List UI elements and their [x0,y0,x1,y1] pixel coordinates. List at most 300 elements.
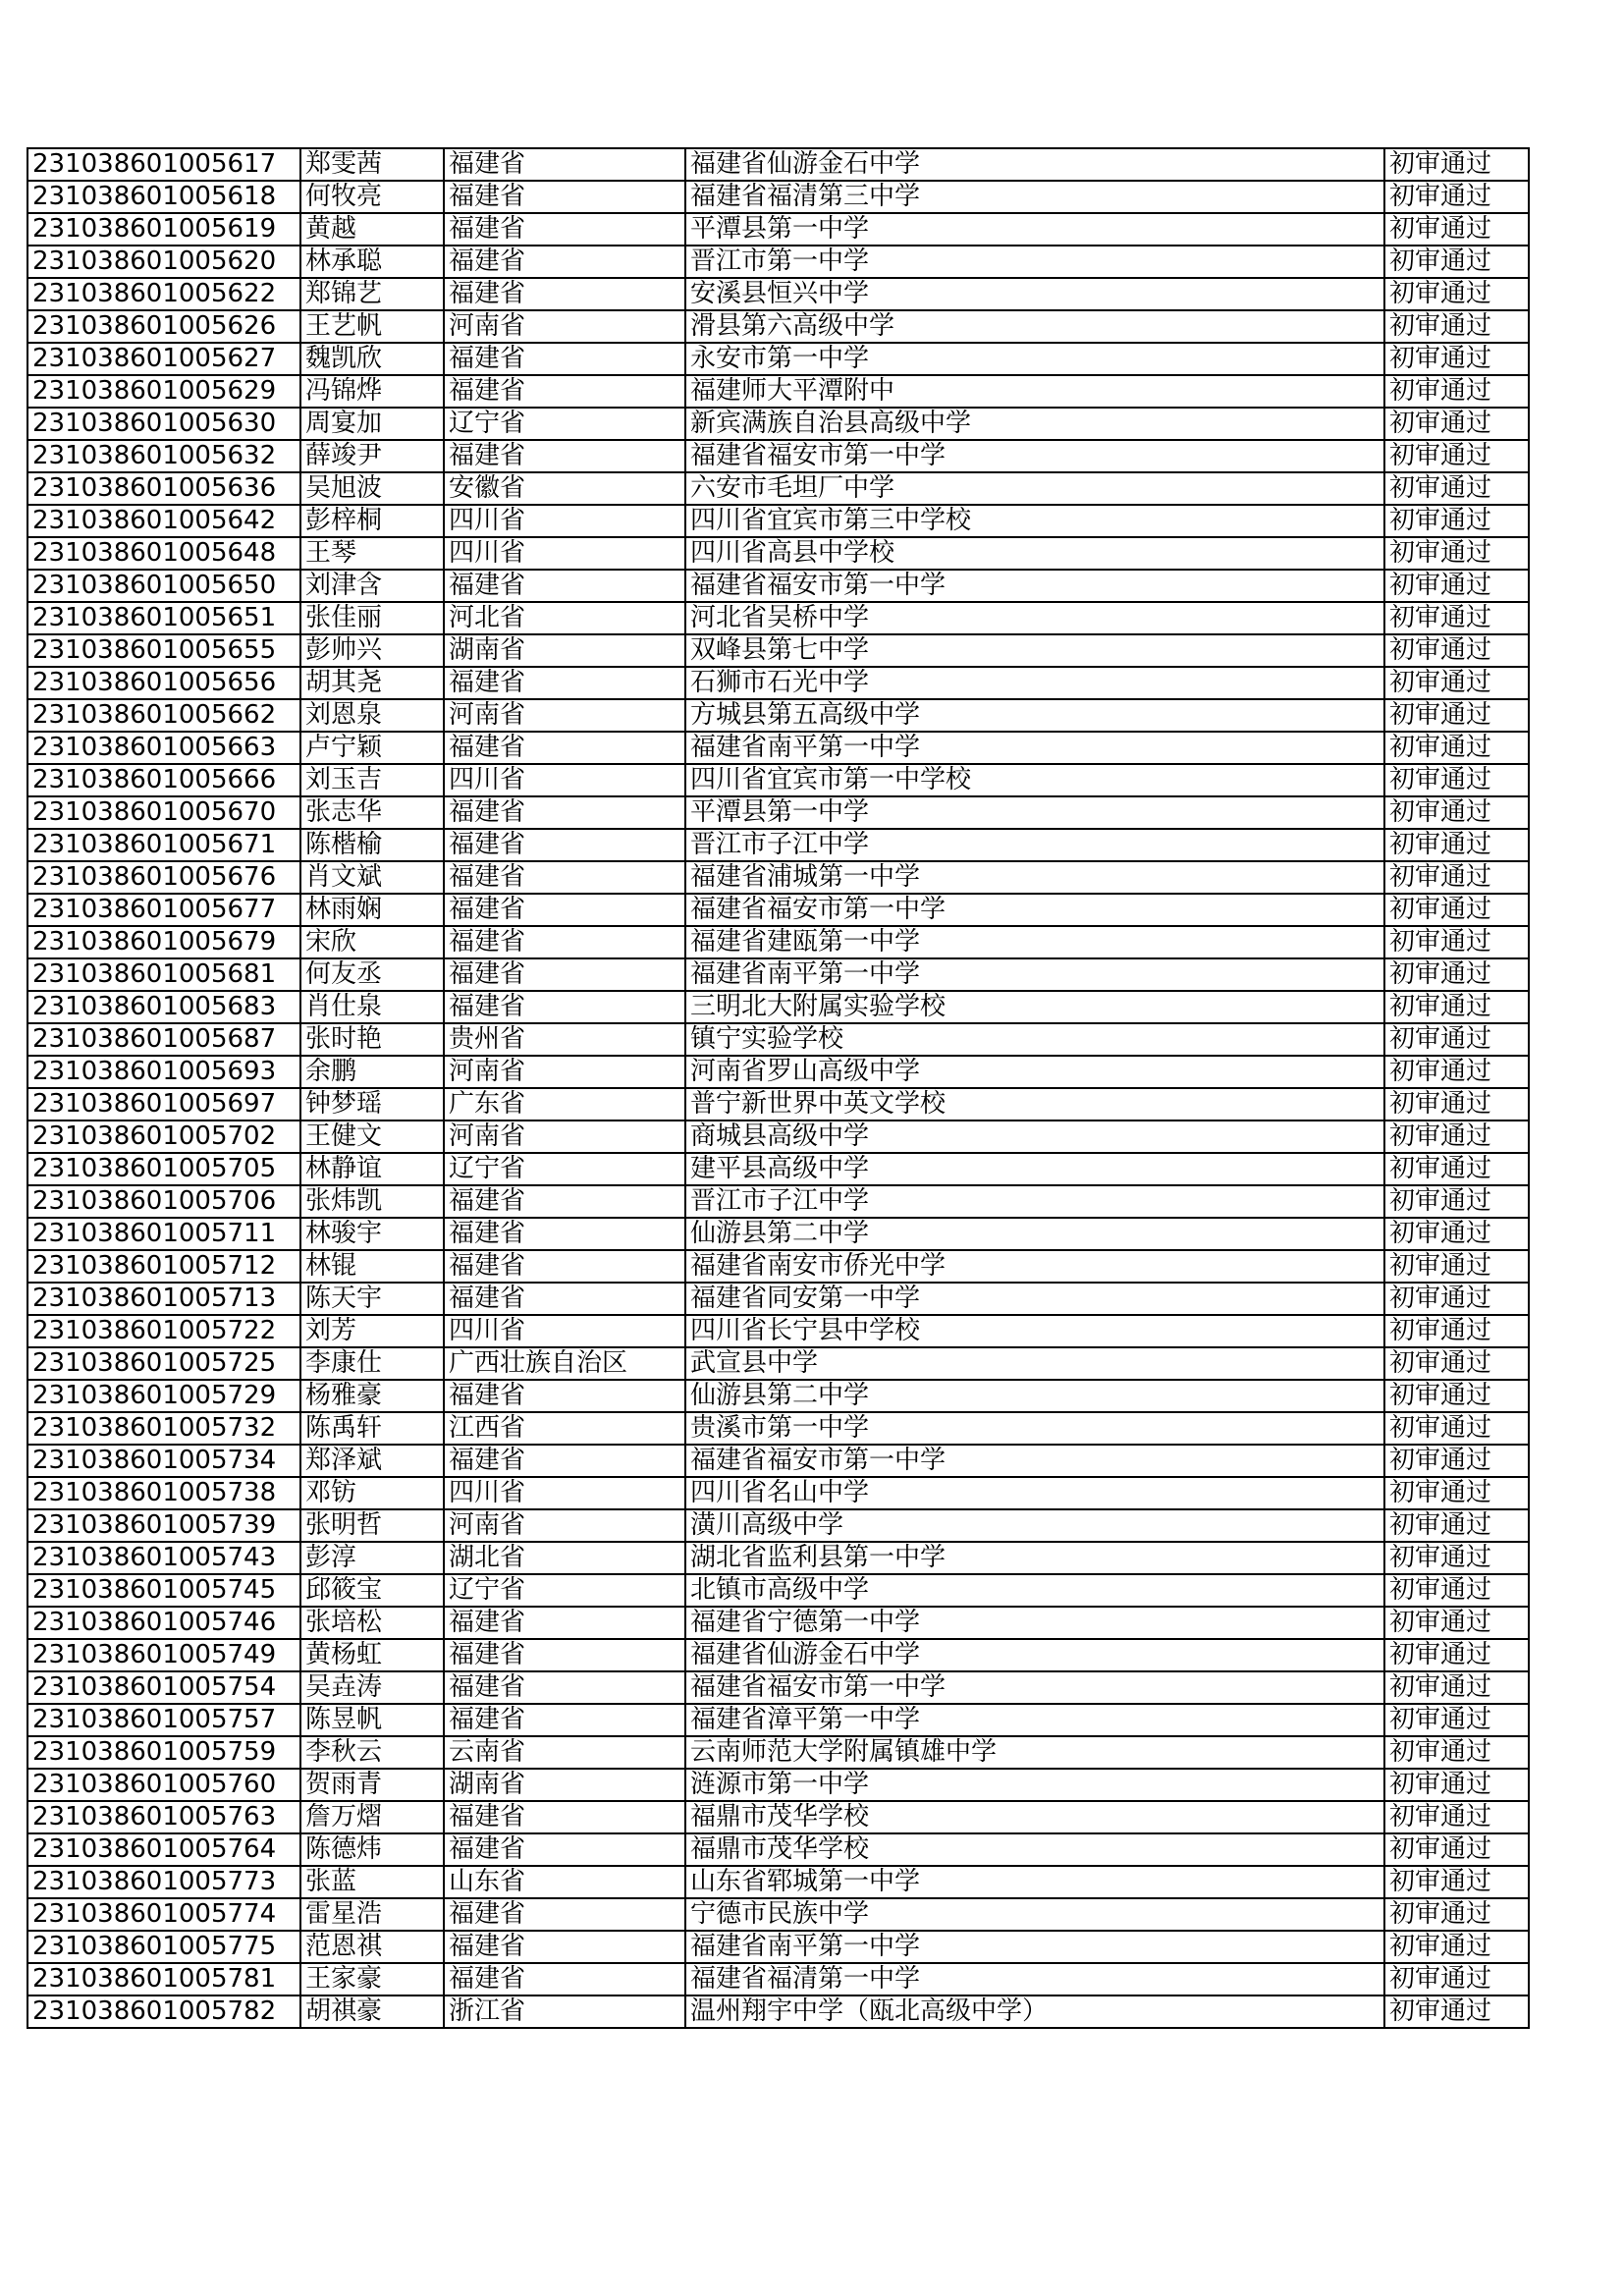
status-cell: 初审通过 [1384,1931,1529,1963]
name-cell: 李秋云 [300,1736,444,1769]
name-cell: 刘恩泉 [300,699,444,732]
school-cell: 晋江市第一中学 [685,246,1384,278]
status-cell: 初审通过 [1384,1315,1529,1347]
name-cell: 周宴加 [300,408,444,440]
name-cell: 张蓝 [300,1866,444,1898]
status-cell: 初审通过 [1384,796,1529,829]
province-cell: 福建省 [444,278,685,310]
province-cell: 福建省 [444,1250,685,1283]
school-cell: 北镇市高级中学 [685,1574,1384,1607]
status-cell: 初审通过 [1384,602,1529,634]
province-cell: 福建省 [444,1671,685,1704]
applicant-id-cell: 231038601005746 [27,1607,300,1639]
name-cell: 杨雅豪 [300,1380,444,1412]
applicant-id-cell: 231038601005705 [27,1153,300,1185]
applicant-id-cell: 231038601005739 [27,1509,300,1542]
table-row [27,505,1529,537]
province-cell: 福建省 [444,861,685,894]
applicant-id-cell: 231038601005642 [27,505,300,537]
province-cell: 福建省 [444,991,685,1023]
school-cell: 四川省长宁县中学校 [685,1315,1384,1347]
applicant-table-body [27,148,1529,2028]
applicant-id-cell: 231038601005782 [27,1995,300,2028]
status-cell: 初审通过 [1384,1736,1529,1769]
school-cell: 福鼎市茂华学校 [685,1833,1384,1866]
school-cell: 平潭县第一中学 [685,796,1384,829]
table-row [27,570,1529,602]
school-cell: 镇宁实验学校 [685,1023,1384,1056]
name-cell: 胡其尧 [300,667,444,699]
applicant-id-cell: 231038601005632 [27,440,300,472]
school-cell: 温州翔宇中学（瓯北高级中学） [685,1995,1384,2028]
table-row [27,699,1529,732]
school-cell: 福建省仙游金石中学 [685,1639,1384,1671]
table-row [27,1315,1529,1347]
name-cell: 詹万熠 [300,1801,444,1833]
province-cell: 福建省 [444,894,685,926]
province-cell: 四川省 [444,505,685,537]
table-row [27,1380,1529,1412]
table-row [27,1218,1529,1250]
status-cell: 初审通过 [1384,1898,1529,1931]
province-cell: 四川省 [444,1315,685,1347]
status-cell: 初审通过 [1384,408,1529,440]
status-cell: 初审通过 [1384,1121,1529,1153]
table-row [27,1445,1529,1477]
table-row [27,440,1529,472]
applicant-id-cell: 231038601005725 [27,1347,300,1380]
status-cell: 初审通过 [1384,213,1529,246]
province-cell: 安徽省 [444,472,685,505]
applicant-id-cell: 231038601005651 [27,602,300,634]
table-row [27,343,1529,375]
table-row [27,1963,1529,1995]
table-row [27,472,1529,505]
name-cell: 李康仕 [300,1347,444,1380]
table-row [27,1542,1529,1574]
status-cell: 初审通过 [1384,958,1529,991]
table-row [27,1056,1529,1088]
name-cell: 张炜凯 [300,1185,444,1218]
status-cell: 初审通过 [1384,1218,1529,1250]
status-cell: 初审通过 [1384,1639,1529,1671]
applicant-id-cell: 231038601005677 [27,894,300,926]
province-cell: 辽宁省 [444,1153,685,1185]
table-row [27,1801,1529,1833]
table-row [27,278,1529,310]
applicant-id-cell: 231038601005630 [27,408,300,440]
name-cell: 何牧亮 [300,181,444,213]
school-cell: 晋江市子江中学 [685,1185,1384,1218]
status-cell: 初审通过 [1384,1023,1529,1056]
status-cell: 初审通过 [1384,278,1529,310]
name-cell: 林承聪 [300,246,444,278]
name-cell: 张时艳 [300,1023,444,1056]
name-cell: 薛竣尹 [300,440,444,472]
name-cell: 林骏宇 [300,1218,444,1250]
applicant-id-cell: 231038601005759 [27,1736,300,1769]
school-cell: 方城县第五高级中学 [685,699,1384,732]
table-row [27,1866,1529,1898]
province-cell: 福建省 [444,1833,685,1866]
table-row [27,1023,1529,1056]
name-cell: 王琴 [300,537,444,570]
status-cell: 初审通过 [1384,1347,1529,1380]
applicant-id-cell: 231038601005648 [27,537,300,570]
table-row [27,732,1529,764]
province-cell: 福建省 [444,1931,685,1963]
applicant-id-cell: 231038601005620 [27,246,300,278]
name-cell: 郑锦艺 [300,278,444,310]
applicant-id-cell: 231038601005663 [27,732,300,764]
school-cell: 滑县第六高级中学 [685,310,1384,343]
status-cell: 初审通过 [1384,375,1529,408]
table-row [27,1185,1529,1218]
table-row [27,1995,1529,2028]
name-cell: 林锟 [300,1250,444,1283]
province-cell: 福建省 [444,1639,685,1671]
table-row [27,1509,1529,1542]
name-cell: 陈楷榆 [300,829,444,861]
school-cell: 仙游县第二中学 [685,1380,1384,1412]
name-cell: 卢宁颖 [300,732,444,764]
applicant-id-cell: 231038601005711 [27,1218,300,1250]
table-row [27,861,1529,894]
name-cell: 王家豪 [300,1963,444,1995]
school-cell: 福建省浦城第一中学 [685,861,1384,894]
school-cell: 商城县高级中学 [685,1121,1384,1153]
status-cell: 初审通过 [1384,310,1529,343]
status-cell: 初审通过 [1384,440,1529,472]
school-cell: 福建省福安市第一中学 [685,1671,1384,1704]
name-cell: 胡祺豪 [300,1995,444,2028]
status-cell: 初审通过 [1384,894,1529,926]
applicant-id-cell: 231038601005618 [27,181,300,213]
school-cell: 云南师范大学附属镇雄中学 [685,1736,1384,1769]
school-cell: 六安市毛坦厂中学 [685,472,1384,505]
table-row [27,1736,1529,1769]
school-cell: 河南省罗山高级中学 [685,1056,1384,1088]
table-row [27,602,1529,634]
province-cell: 福建省 [444,1380,685,1412]
school-cell: 四川省高县中学校 [685,537,1384,570]
applicant-id-cell: 231038601005655 [27,634,300,667]
applicant-id-cell: 231038601005729 [27,1380,300,1412]
applicant-id-cell: 231038601005627 [27,343,300,375]
applicant-id-cell: 231038601005671 [27,829,300,861]
school-cell: 福鼎市茂华学校 [685,1801,1384,1833]
status-cell: 初审通过 [1384,764,1529,796]
school-cell: 福建省漳平第一中学 [685,1704,1384,1736]
province-cell: 福建省 [444,732,685,764]
applicant-id-cell: 231038601005656 [27,667,300,699]
status-cell: 初审通过 [1384,1283,1529,1315]
school-cell: 普宁新世界中英文学校 [685,1088,1384,1121]
status-cell: 初审通过 [1384,1542,1529,1574]
table-row [27,667,1529,699]
status-cell: 初审通过 [1384,472,1529,505]
name-cell: 邓钫 [300,1477,444,1509]
applicant-id-cell: 231038601005738 [27,1477,300,1509]
province-cell: 贵州省 [444,1023,685,1056]
province-cell: 福建省 [444,246,685,278]
province-cell: 云南省 [444,1736,685,1769]
status-cell: 初审通过 [1384,1509,1529,1542]
name-cell: 林静谊 [300,1153,444,1185]
province-cell: 福建省 [444,829,685,861]
province-cell: 福建省 [444,213,685,246]
province-cell: 河北省 [444,602,685,634]
province-cell: 四川省 [444,764,685,796]
school-cell: 福建省仙游金石中学 [685,148,1384,181]
applicant-id-cell: 231038601005749 [27,1639,300,1671]
status-cell: 初审通过 [1384,343,1529,375]
applicant-id-cell: 231038601005626 [27,310,300,343]
applicant-id-cell: 231038601005636 [27,472,300,505]
name-cell: 余鹏 [300,1056,444,1088]
province-cell: 福建省 [444,375,685,408]
status-cell: 初审通过 [1384,505,1529,537]
table-row [27,926,1529,958]
table-row [27,246,1529,278]
school-cell: 福建省福安市第一中学 [685,894,1384,926]
status-cell: 初审通过 [1384,537,1529,570]
province-cell: 福建省 [444,343,685,375]
name-cell: 吴旭波 [300,472,444,505]
status-cell: 初审通过 [1384,246,1529,278]
status-cell: 初审通过 [1384,1801,1529,1833]
applicant-id-cell: 231038601005702 [27,1121,300,1153]
school-cell: 福建省宁德第一中学 [685,1607,1384,1639]
applicant-id-cell: 231038601005706 [27,1185,300,1218]
applicant-id-cell: 231038601005666 [27,764,300,796]
province-cell: 河南省 [444,699,685,732]
name-cell: 雷星浩 [300,1898,444,1931]
province-cell: 福建省 [444,1607,685,1639]
name-cell: 何友丞 [300,958,444,991]
status-cell: 初审通过 [1384,732,1529,764]
name-cell: 王健文 [300,1121,444,1153]
applicant-id-cell: 231038601005745 [27,1574,300,1607]
table-row [27,634,1529,667]
province-cell: 福建省 [444,1445,685,1477]
applicant-id-cell: 231038601005681 [27,958,300,991]
table-row [27,1704,1529,1736]
table-row [27,1898,1529,1931]
name-cell: 黄杨虹 [300,1639,444,1671]
table-row [27,1283,1529,1315]
school-cell: 四川省宜宾市第一中学校 [685,764,1384,796]
name-cell: 张志华 [300,796,444,829]
school-cell: 潢川高级中学 [685,1509,1384,1542]
province-cell: 四川省 [444,1477,685,1509]
table-row [27,1347,1529,1380]
province-cell: 福建省 [444,796,685,829]
status-cell: 初审通过 [1384,1866,1529,1898]
school-cell: 河北省吴桥中学 [685,602,1384,634]
province-cell: 河南省 [444,1509,685,1542]
applicant-id-cell: 231038601005781 [27,1963,300,1995]
status-cell: 初审通过 [1384,1963,1529,1995]
applicant-id-cell: 231038601005679 [27,926,300,958]
table-row [27,1769,1529,1801]
province-cell: 福建省 [444,926,685,958]
status-cell: 初审通过 [1384,634,1529,667]
status-cell: 初审通过 [1384,1412,1529,1445]
school-cell: 四川省名山中学 [685,1477,1384,1509]
school-cell: 福建省南平第一中学 [685,732,1384,764]
school-cell: 福建省南安市侨光中学 [685,1250,1384,1283]
applicant-id-cell: 231038601005773 [27,1866,300,1898]
school-cell: 福建省福清第一中学 [685,1963,1384,1995]
status-cell: 初审通过 [1384,1153,1529,1185]
applicant-id-cell: 231038601005662 [27,699,300,732]
table-row [27,1833,1529,1866]
name-cell: 刘玉吉 [300,764,444,796]
province-cell: 湖南省 [444,634,685,667]
table-row [27,829,1529,861]
school-cell: 福建省同安第一中学 [685,1283,1384,1315]
school-cell: 双峰县第七中学 [685,634,1384,667]
applicant-id-cell: 231038601005629 [27,375,300,408]
province-cell: 福建省 [444,1801,685,1833]
name-cell: 肖文斌 [300,861,444,894]
province-cell: 福建省 [444,148,685,181]
table-row [27,894,1529,926]
province-cell: 四川省 [444,537,685,570]
school-cell: 四川省宜宾市第三中学校 [685,505,1384,537]
school-cell: 福建省南平第一中学 [685,1931,1384,1963]
status-cell: 初审通过 [1384,1769,1529,1801]
province-cell: 河南省 [444,1056,685,1088]
province-cell: 福建省 [444,1898,685,1931]
name-cell: 张明哲 [300,1509,444,1542]
school-cell: 晋江市子江中学 [685,829,1384,861]
school-cell: 石狮市石光中学 [685,667,1384,699]
school-cell: 福建省南平第一中学 [685,958,1384,991]
status-cell: 初审通过 [1384,148,1529,181]
status-cell: 初审通过 [1384,829,1529,861]
school-cell: 涟源市第一中学 [685,1769,1384,1801]
applicant-id-cell: 231038601005670 [27,796,300,829]
status-cell: 初审通过 [1384,1477,1529,1509]
province-cell: 辽宁省 [444,408,685,440]
province-cell: 江西省 [444,1412,685,1445]
applicant-id-cell: 231038601005763 [27,1801,300,1833]
status-cell: 初审通过 [1384,699,1529,732]
status-cell: 初审通过 [1384,926,1529,958]
name-cell: 邱筱宝 [300,1574,444,1607]
school-cell: 永安市第一中学 [685,343,1384,375]
applicant-id-cell: 231038601005697 [27,1088,300,1121]
table-row [27,310,1529,343]
school-cell: 安溪县恒兴中学 [685,278,1384,310]
name-cell: 魏凯欣 [300,343,444,375]
applicant-id-cell: 231038601005764 [27,1833,300,1866]
name-cell: 张培松 [300,1607,444,1639]
applicant-table [27,147,1530,2029]
province-cell: 福建省 [444,1704,685,1736]
name-cell: 林雨娴 [300,894,444,926]
table-row [27,958,1529,991]
applicant-id-cell: 231038601005676 [27,861,300,894]
applicant-id-cell: 231038601005619 [27,213,300,246]
province-cell: 湖南省 [444,1769,685,1801]
status-cell: 初审通过 [1384,667,1529,699]
province-cell: 辽宁省 [444,1574,685,1607]
status-cell: 初审通过 [1384,991,1529,1023]
status-cell: 初审通过 [1384,1445,1529,1477]
school-cell: 贵溪市第一中学 [685,1412,1384,1445]
school-cell: 建平县高级中学 [685,1153,1384,1185]
applicant-id-cell: 231038601005754 [27,1671,300,1704]
table-row [27,1153,1529,1185]
province-cell: 广东省 [444,1088,685,1121]
school-cell: 福建省福安市第一中学 [685,440,1384,472]
table-row [27,1607,1529,1639]
table-row [27,537,1529,570]
name-cell: 钟梦瑶 [300,1088,444,1121]
province-cell: 河南省 [444,310,685,343]
table-row [27,1574,1529,1607]
applicant-id-cell: 231038601005775 [27,1931,300,1963]
province-cell: 河南省 [444,1121,685,1153]
table-row [27,1250,1529,1283]
status-cell: 初审通过 [1384,1574,1529,1607]
province-cell: 福建省 [444,440,685,472]
name-cell: 陈天宇 [300,1283,444,1315]
name-cell: 王艺帆 [300,310,444,343]
table-row [27,1639,1529,1671]
status-cell: 初审通过 [1384,1185,1529,1218]
school-cell: 新宾满族自治县高级中学 [685,408,1384,440]
province-cell: 福建省 [444,667,685,699]
name-cell: 陈昱帆 [300,1704,444,1736]
school-cell: 福建师大平潭附中 [685,375,1384,408]
table-row [27,1671,1529,1704]
school-cell: 福建省福安市第一中学 [685,570,1384,602]
status-cell: 初审通过 [1384,1607,1529,1639]
applicant-id-cell: 231038601005760 [27,1769,300,1801]
table-row [27,375,1529,408]
table-row [27,796,1529,829]
name-cell: 彭淳 [300,1542,444,1574]
status-cell: 初审通过 [1384,1250,1529,1283]
table-row [27,408,1529,440]
province-cell: 福建省 [444,1218,685,1250]
name-cell: 郑雯茜 [300,148,444,181]
table-row [27,991,1529,1023]
name-cell: 黄越 [300,213,444,246]
applicant-id-cell: 231038601005683 [27,991,300,1023]
table-row [27,1121,1529,1153]
applicant-id-cell: 231038601005722 [27,1315,300,1347]
status-cell: 初审通过 [1384,1380,1529,1412]
status-cell: 初审通过 [1384,1833,1529,1866]
school-cell: 湖北省监利县第一中学 [685,1542,1384,1574]
table-row [27,213,1529,246]
table-row [27,1088,1529,1121]
applicant-id-cell: 231038601005617 [27,148,300,181]
name-cell: 范恩祺 [300,1931,444,1963]
name-cell: 宋欣 [300,926,444,958]
name-cell: 张佳丽 [300,602,444,634]
province-cell: 湖北省 [444,1542,685,1574]
applicant-id-cell: 231038601005757 [27,1704,300,1736]
name-cell: 郑泽斌 [300,1445,444,1477]
school-cell: 武宣县中学 [685,1347,1384,1380]
school-cell: 福建省福清第三中学 [685,181,1384,213]
